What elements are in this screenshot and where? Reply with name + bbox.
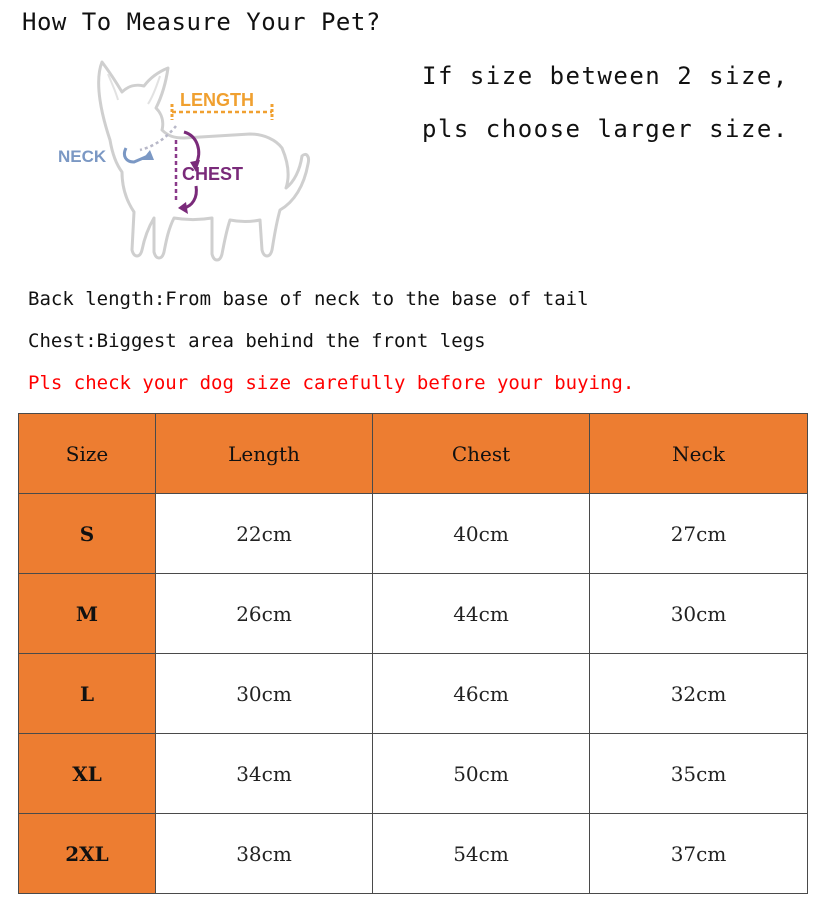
chest-note: Chest:Biggest area behind the front legs xyxy=(28,330,486,352)
size-cell: XL xyxy=(19,734,156,814)
length-cell: 26cm xyxy=(156,574,373,654)
page-title: How To Measure Your Pet? xyxy=(22,8,381,36)
warning-note: Pls check your dog size carefully before your buying. xyxy=(28,372,635,394)
size-tip-line-1: If size between 2 size, xyxy=(422,62,789,90)
size-cell: L xyxy=(19,654,156,734)
neck-cell: 30cm xyxy=(590,574,808,654)
chest-cell: 44cm xyxy=(373,574,590,654)
size-tip-line-2: pls choose larger size. xyxy=(422,115,789,143)
size-cell: 2XL xyxy=(19,814,156,894)
table-header-row xyxy=(19,414,808,494)
length-cell: 34cm xyxy=(156,734,373,814)
header-neck: Neck xyxy=(590,414,808,494)
size-cell: S xyxy=(19,494,156,574)
neck-cell: 35cm xyxy=(590,734,808,814)
table-row xyxy=(19,734,808,814)
table-row xyxy=(19,654,808,734)
chest-cell: 46cm xyxy=(373,654,590,734)
length-label: LENGTH xyxy=(180,90,254,110)
table-row xyxy=(19,494,808,574)
neck-cell: 27cm xyxy=(590,494,808,574)
neck-label: NECK xyxy=(58,147,107,166)
neck-cell: 32cm xyxy=(590,654,808,734)
length-cell: 30cm xyxy=(156,654,373,734)
chest-cell: 54cm xyxy=(373,814,590,894)
chest-cell: 40cm xyxy=(373,494,590,574)
neck-cell: 37cm xyxy=(590,814,808,894)
table-row xyxy=(19,574,808,654)
table-row xyxy=(19,814,808,894)
back-length-note: Back length:From base of neck to the base of tail xyxy=(28,288,589,310)
chest-label: CHEST xyxy=(182,164,244,184)
length-cell: 22cm xyxy=(156,494,373,574)
header-size: Size xyxy=(19,414,156,494)
header-chest: Chest xyxy=(373,414,590,494)
length-cell: 38cm xyxy=(156,814,373,894)
size-cell: M xyxy=(19,574,156,654)
size-chart-table xyxy=(18,413,808,894)
header-length: Length xyxy=(156,414,373,494)
dog-measurement-diagram xyxy=(50,52,320,270)
chest-cell: 50cm xyxy=(373,734,590,814)
